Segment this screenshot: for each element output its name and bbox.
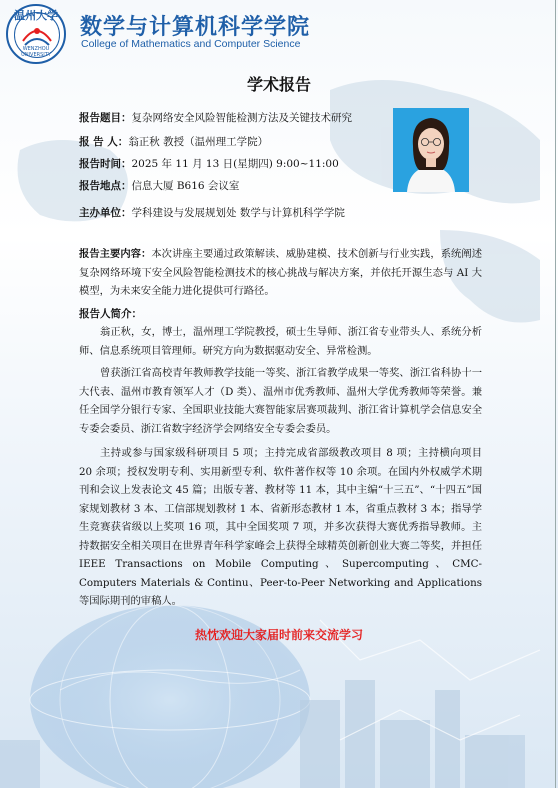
- host-label: 主办单位：: [79, 207, 132, 219]
- time-value: 2025 年 11 月 13 日(星期四) 9:00~11:00: [131, 158, 339, 170]
- time-label: 报告时间：: [79, 158, 132, 170]
- speaker-label: 报 告 人：: [79, 136, 129, 148]
- logo-bottom-text: WENZHOU UNIVERSITY: [21, 46, 51, 58]
- speaker-line: [79, 134, 268, 149]
- topic-label: 报告题目：: [79, 112, 132, 124]
- topic-line: [79, 110, 352, 125]
- place-label: 报告地点：: [79, 180, 132, 192]
- abstract-paragraph: [79, 245, 482, 301]
- speaker-portrait-icon: [393, 108, 469, 192]
- abstract-text: 本次讲座主要通过政策解读、威胁建模、技术创新与行业实践，系统阐述复杂网络环境下安全风险智能检测技术的核心挑战与解决方案，并依托开源生态与 AI 大模型，为未来安全能力进化提供可行路径。: [79, 248, 483, 297]
- right-border: [555, 0, 556, 788]
- topic-value: 复杂网络安全风险智能检测方法及关键技术研究: [131, 112, 352, 124]
- bio-paragraph-2: 曾获浙江省高校青年教师教学技能一等奖、浙江省教学成果一等奖、浙江省科协十一大代表、温州市教育领军人才（D 类）、温州市优秀教师、温州大学优秀教师等荣誉。兼任全国学分银行专家、全国职业技能大赛智能家居赛项裁判、浙江省计算机学会信息安全专委会委员、浙江省数字经济学会网络安全专委会委员。: [79, 367, 482, 435]
- place-line: [79, 178, 239, 193]
- bio-paragraph-1: 翁正秋，女，博士，温州理工学院教授，硕士生导师、浙江省专业带头人、系统分析师、信息系统项目管理师。研究方向为数据驱动安全、异常检测。: [79, 326, 482, 357]
- speaker-value: 翁正秋 教授（温州理工学院）: [128, 136, 269, 148]
- host-line: [79, 205, 345, 220]
- bio-heading: 报告人简介：: [79, 308, 142, 320]
- abstract-label: 报告主要内容：: [79, 248, 152, 260]
- host-value: 学科建设与发展规划处 数学与计算机科学学院: [131, 207, 345, 219]
- bio-paragraph-3: 主持或参与国家级科研项目 5 项；主持完成省部级教改项目 8 项；主持横向项目 20 余项；授权发明专利、实用新型专利、软件著作权等 10 余项。在国内外权威学术期刊和会议上发表论文 45 篇；出版专著、教材等 11 本，其中主编“十三五”、“十四五”国家规划教材 3 本、工信部规划教材 1 本、省新形态教材 1 本，省重点教材 3 本；指导学生竞赛获省级以上奖项 16 项，其中全国奖项 7 项，并多次获得大赛优秀指导教师。主持数据安全相关项目在世界青年科学家峰会上获得全球精英创新创业大赛二等奖，并担任 IEEE Transactions on Mobile Computing、Supercomputing、CMC-Computers Materials & Continu、Peer-to-Peer Networking and Applications 等国际期刊的审稿人。: [79, 447, 482, 607]
- college-name-cn: 数学与计算机科学学院: [80, 15, 311, 40]
- welcome-slogan: 热忱欢迎大家届时前来交流学习: [194, 628, 363, 642]
- time-line: [79, 156, 339, 171]
- university-logo: [6, 4, 66, 64]
- college-name-en: College of Mathematics and Computer Science: [81, 38, 301, 50]
- place-value: 信息大厦 B616 会议室: [131, 180, 240, 192]
- speaker-photo: [393, 108, 469, 192]
- logo-top-text: 温州大学: [14, 9, 58, 22]
- page-title: 学术报告: [246, 75, 311, 94]
